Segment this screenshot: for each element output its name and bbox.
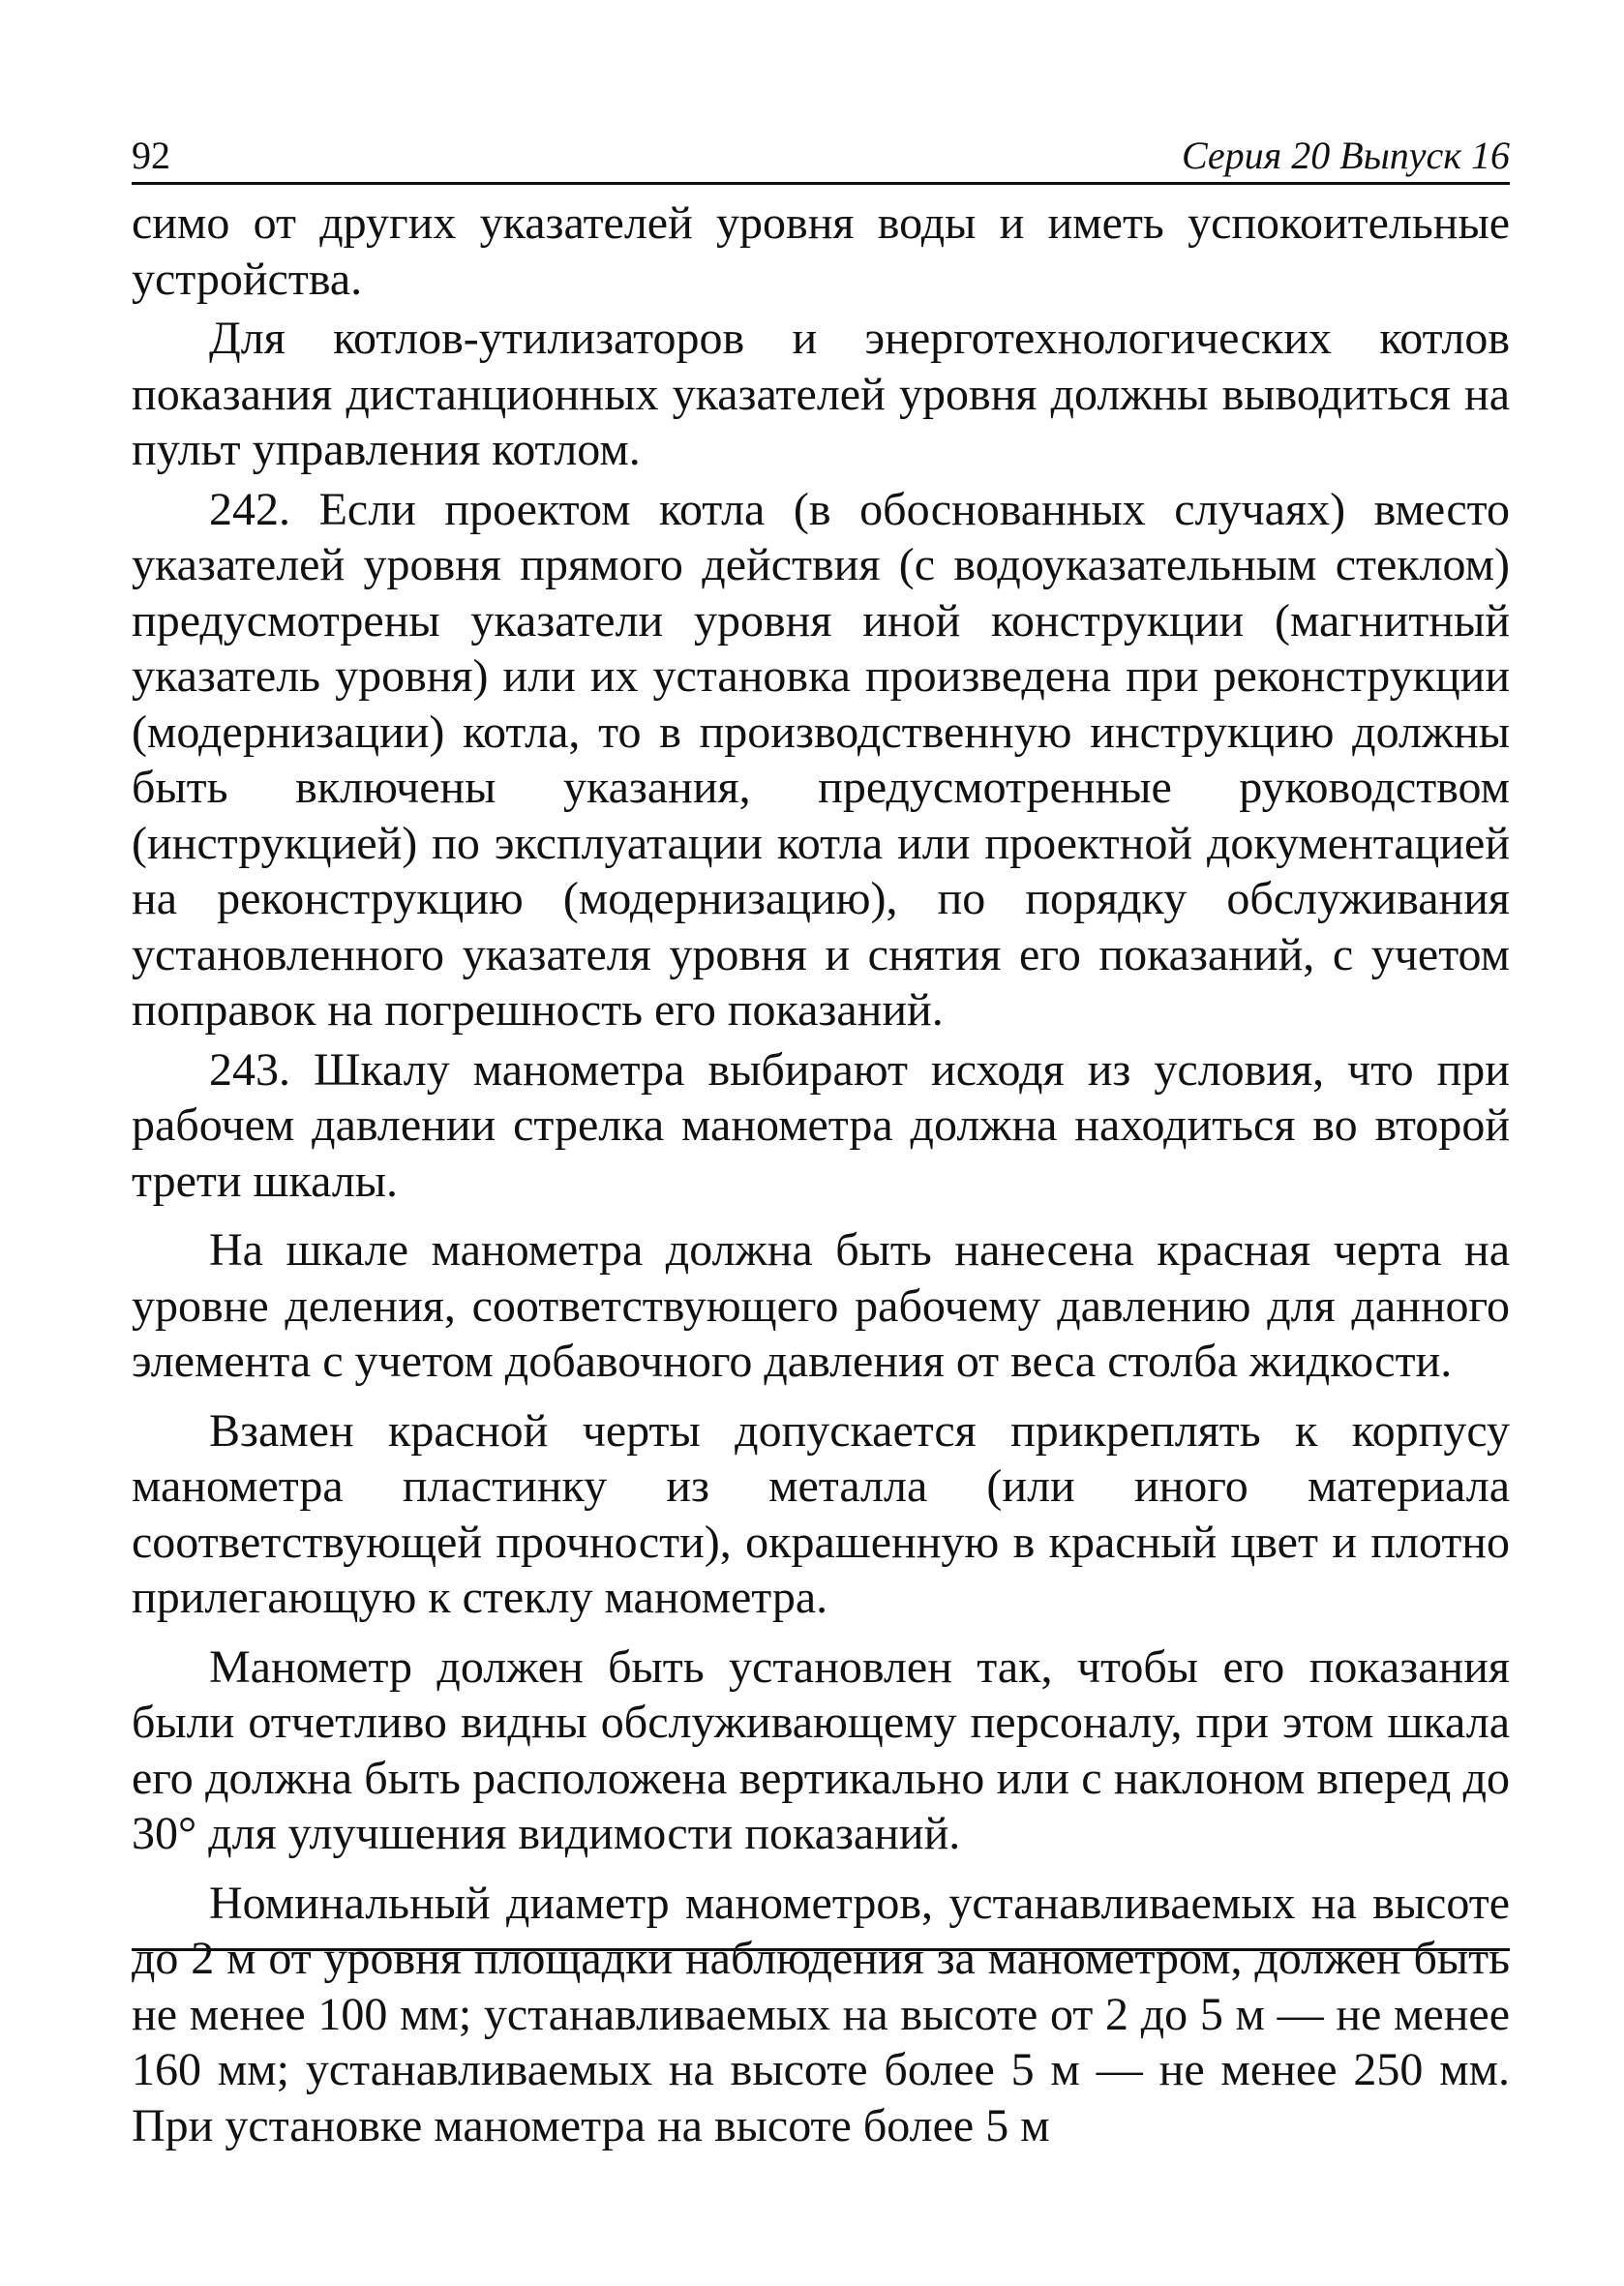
paragraph-242: 242. Если проектом котла (в обоснованных случаях) вместо указателей уровня прямого действия (с водоуказательным стеклом) предусмотрены указатели уровня иной конструкции (магнитный указатель уровня) или их установка произведена при реконструкции (модернизации) котла, то в производственную инструкцию должны быть включены указания, предусмотренные руководством (инструкцией) по эксплуатации котла или проектной документацией на реконструкцию (модернизацию), по порядку обслуживания установленного указателя уровня и снятия его показаний, с учетом поправок на погрешность его показаний. [132, 483, 1510, 1036]
header-rule [132, 182, 1510, 185]
paragraph-manometer-diameter: Номинальный диаметр манометров, устанавливаемых на высоте до 2 м от уровня площадки наблюдения за манометром, должен быть не менее 100 мм; устанавливаемых на высоте от 2 до 5 м — не менее 160 мм; устанавливаемых на высоте более 5 м — не менее 250 мм. При установке манометра на высоте более 5 м [132, 1877, 1510, 2151]
paragraph-243: 243. Шкалу манометра выбирают исходя из условия, что при рабочем давлении стрелка манометра должна находиться во второй трети шкалы. [132, 1043, 1510, 1207]
paragraph-boilers-remote-indicators: Для котлов-утилизаторов и энерготехнологических котлов показания дистанционных указателей уровня должны выводиться на пульт управления котлом. [132, 313, 1510, 475]
paragraph-red-line: На шкале манометра должна быть нанесена красная черта на уровне деления, соответствующего рабочему давлению для данного элемента с учетом добавочного давления от веса столба жидкости. [132, 1224, 1510, 1387]
running-head [132, 135, 1510, 176]
footer-rule [132, 1948, 1510, 1951]
paragraph-red-plate: Взамен красной черты допускается прикреплять к корпусу манометра пластинку из металла (или иного материала соответствующей прочности), окрашенную в красный цвет и плотно прилегающую к стеклу манометра. [132, 1404, 1510, 1623]
series-title: Серия 20 Выпуск 16 [1181, 134, 1510, 177]
page-number: 92 [132, 134, 170, 177]
paragraph-continuation: симо от других указателей уровня воды и иметь успокоительные устройства. [132, 197, 1510, 305]
paragraph-manometer-position: Манометр должен быть установлен так, чтобы его показания были отчетливо видны обслуживающему персоналу, при этом шкала его должна быть расположена вертикально или с наклоном вперед до 30° для улучшения видимости показаний. [132, 1640, 1510, 1859]
body-text [132, 196, 1510, 2153]
book-page [132, 134, 1510, 2151]
